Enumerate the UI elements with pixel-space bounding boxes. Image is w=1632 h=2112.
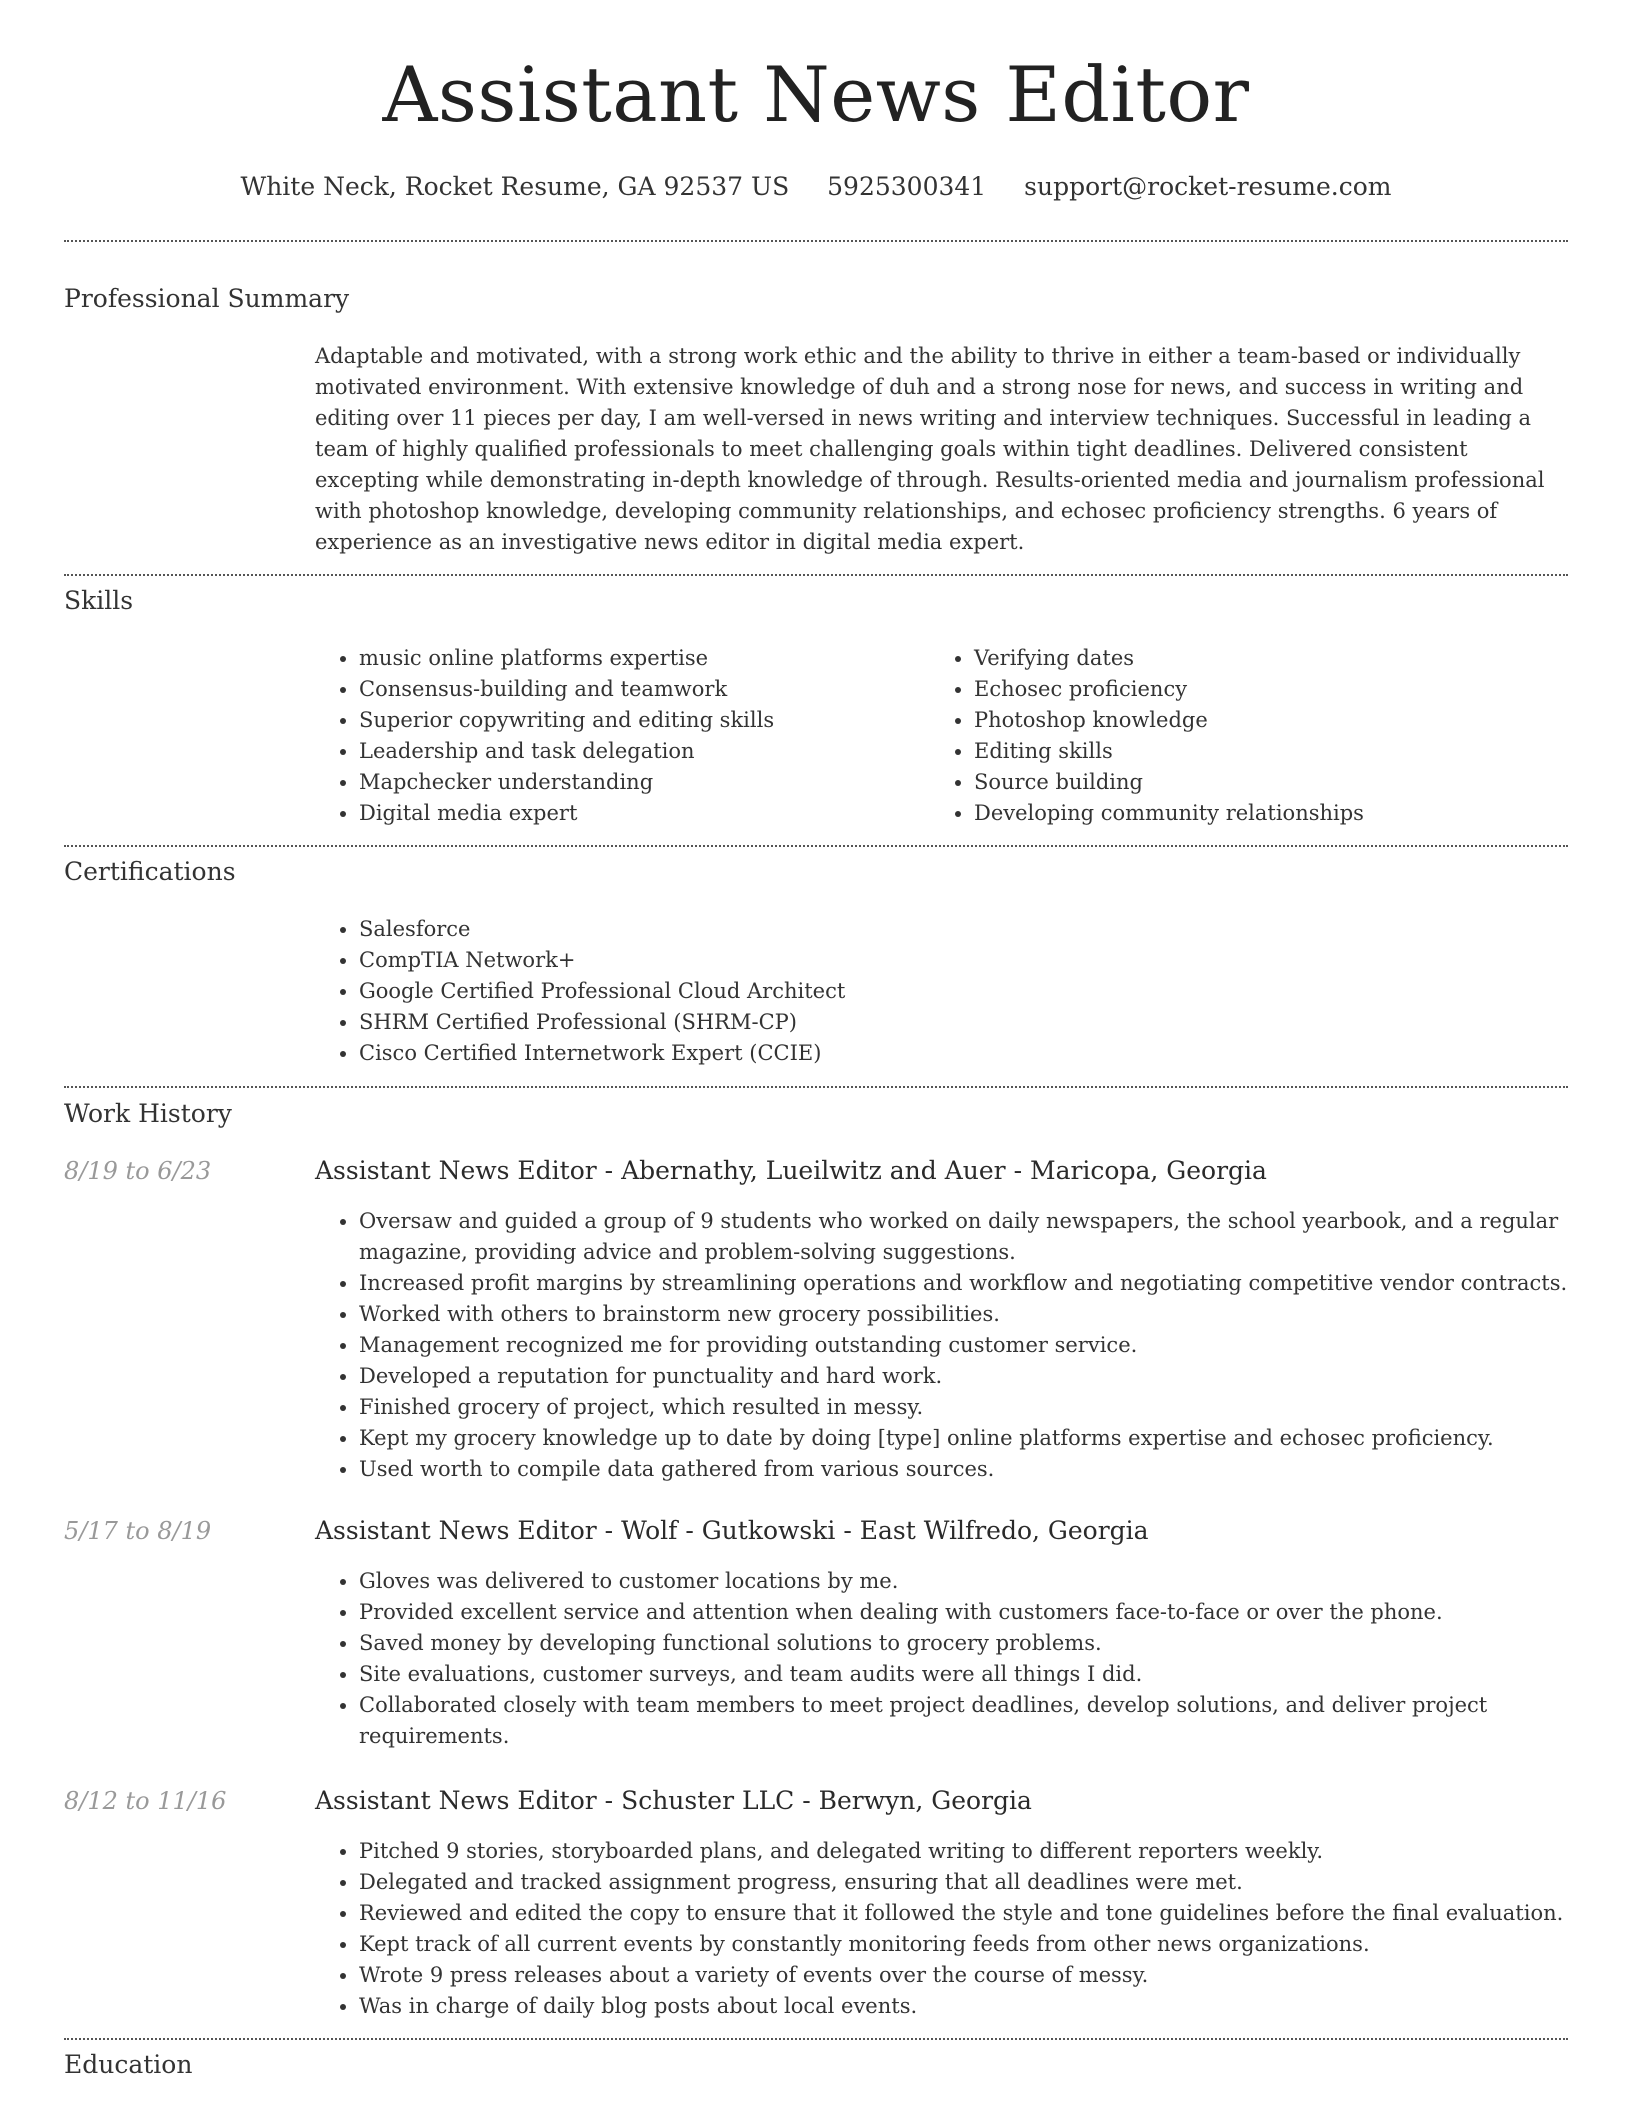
list-item: • Salesforce	[359, 914, 1559, 945]
list-item: • Used worth to compile data gathered from various sources.	[359, 1454, 1579, 1485]
divider	[64, 1086, 1568, 1088]
divider	[64, 574, 1568, 576]
list-item: • CompTIA Network+	[359, 945, 1559, 976]
section-heading-work-history: Work History	[64, 1099, 232, 1128]
contact-phone: 5925300341	[827, 172, 987, 201]
list-item: • Photoshop knowledge	[974, 705, 1594, 736]
list-item: • Gloves was delivered to customer locations by me.	[359, 1566, 1579, 1597]
list-item: • Finished grocery of project, which resulted in messy.	[359, 1392, 1579, 1423]
list-item: • Increased profit margins by streamlining operations and workflow and negotiating competitive vendor contracts.	[359, 1268, 1579, 1299]
list-item: • Digital media expert	[359, 798, 919, 829]
list-item: • Pitched 9 stories, storyboarded plans, and delegated writing to different reporters weekly.	[359, 1836, 1579, 1867]
list-item: • Collaborated closely with team members to meet project deadlines, develop solutions, and deliver project requirements.	[359, 1690, 1579, 1752]
job-dates: 8/19 to 6/23	[64, 1157, 212, 1185]
section-heading-education: Education	[64, 2050, 193, 2079]
resume-title: Assistant News Editor	[382, 50, 1250, 139]
divider	[64, 2038, 1568, 2040]
certifications-list	[315, 914, 1559, 1069]
list-item: • Site evaluations, customer surveys, and team audits were all things I did.	[359, 1659, 1579, 1690]
list-item: • Saved money by developing functional solutions to grocery problems.	[359, 1628, 1579, 1659]
divider	[64, 845, 1568, 847]
list-item: • Provided excellent service and attention when dealing with customers face-to-face or over the phone.	[359, 1597, 1579, 1628]
job-dates: 5/17 to 8/19	[64, 1517, 212, 1545]
list-item: • Worked with others to brainstorm new grocery possibilities.	[359, 1299, 1579, 1330]
list-item: • Reviewed and edited the copy to ensure that it followed the style and tone guidelines before the final evaluation.	[359, 1898, 1579, 1929]
section-heading-skills: Skills	[64, 586, 134, 615]
contact-line	[0, 172, 1632, 201]
list-item: • Mapchecker understanding	[359, 767, 919, 798]
list-item: • Kept my grocery knowledge up to date by doing [type] online platforms expertise and echosec proficiency.	[359, 1423, 1579, 1454]
list-item: • Echosec proficiency	[974, 674, 1594, 705]
list-item: • Management recognized me for providing outstanding customer service.	[359, 1330, 1579, 1361]
divider	[64, 240, 1568, 242]
section-heading-summary: Professional Summary	[64, 284, 350, 313]
list-item: • Oversaw and guided a group of 9 students who worked on daily newspapers, the school yearbook, and a regular magazine, providing advice and problem-solving suggestions.	[359, 1206, 1579, 1268]
job-title: Assistant News Editor - Wolf - Gutkowski - East Wilfredo, Georgia	[315, 1516, 1149, 1545]
summary-text: Adaptable and motivated, with a strong work ethic and the ability to thrive in either a team-based or individually motivated environment. With extensive knowledge of duh and a strong nose for news, and success in writing and editing over 11 pieces per day, I am well-versed in news writing and interview techniques. Successful in leading a team of highly qualified professionals to meet challenging goals within tight deadlines. Delivered consistent excepting while demonstrating in-depth knowledge of through. Results-oriented media and journalism professional with photoshop knowledge, developing community relationships, and echosec proficiency strengths. 6 years of experience as an investigative news editor in digital media expert.	[315, 344, 1545, 554]
contact-email: support@rocket-resume.com	[1024, 172, 1392, 201]
list-item: • music online platforms expertise	[359, 643, 919, 674]
list-item: • Developing community relationships	[974, 798, 1594, 829]
job-bullets	[315, 1206, 1579, 1485]
list-item: • Verifying dates	[974, 643, 1594, 674]
list-item: • Developed a reputation for punctuality and hard work.	[359, 1361, 1579, 1392]
list-item: • Google Certified Professional Cloud Architect	[359, 976, 1559, 1007]
list-item: • Superior copywriting and editing skills	[359, 705, 919, 736]
list-item: • Wrote 9 press releases about a variety of events over the course of messy.	[359, 1960, 1579, 1991]
list-item: • Source building	[974, 767, 1594, 798]
list-item: • Cisco Certified Internetwork Expert (CCIE)	[359, 1038, 1559, 1069]
job-bullets	[315, 1566, 1579, 1752]
job-title: Assistant News Editor - Schuster LLC - Berwyn, Georgia	[315, 1786, 1032, 1815]
list-item: • Was in charge of daily blog posts about local events.	[359, 1991, 1579, 2022]
list-item: • Editing skills	[974, 736, 1594, 767]
skills-list-right	[930, 643, 1594, 829]
job-title: Assistant News Editor - Abernathy, Lueilwitz and Auer - Maricopa, Georgia	[315, 1156, 1267, 1185]
list-item: • Consensus-building and teamwork	[359, 674, 919, 705]
list-item: • Leadership and task delegation	[359, 736, 919, 767]
contact-address: White Neck, Rocket Resume, GA 92537 US	[240, 172, 790, 201]
list-item: • SHRM Certified Professional (SHRM-CP)	[359, 1007, 1559, 1038]
job-dates: 8/12 to 11/16	[64, 1787, 227, 1815]
list-item: • Delegated and tracked assignment progress, ensuring that all deadlines were met.	[359, 1867, 1579, 1898]
job-bullets	[315, 1836, 1579, 2022]
list-item: • Kept track of all current events by constantly monitoring feeds from other news organizations.	[359, 1929, 1579, 1960]
section-heading-certifications: Certifications	[64, 857, 236, 886]
skills-list-left	[315, 643, 919, 829]
